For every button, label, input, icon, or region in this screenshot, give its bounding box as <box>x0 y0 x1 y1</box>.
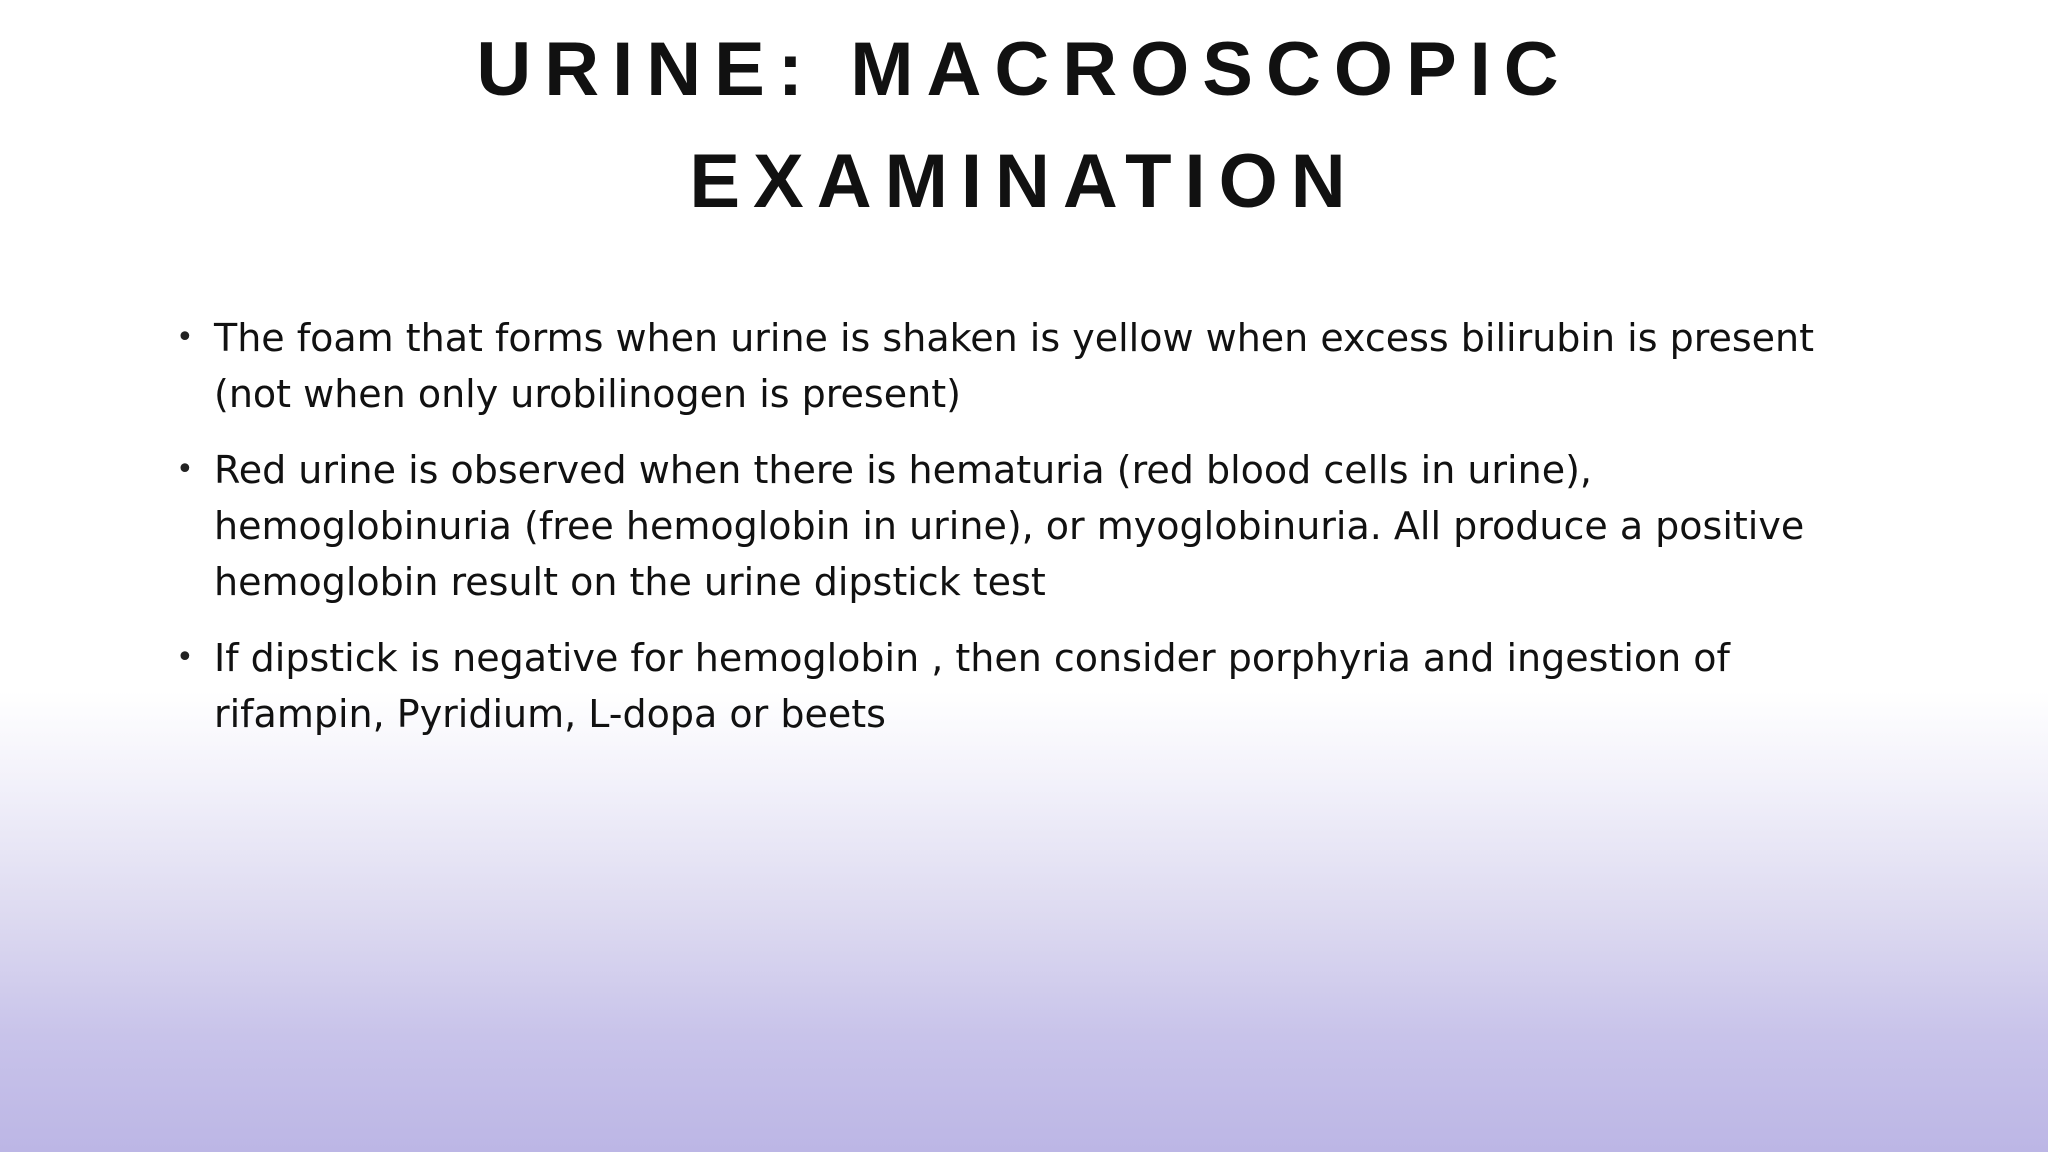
bullet-dot-icon: • <box>176 640 194 675</box>
title-line-2: EXAMINATION <box>689 139 1359 224</box>
bullet-item <box>176 310 1876 422</box>
bullet-text: Red urine is observed when there is hematuria (red blood cells in urine), hemoglobinuria (free hemoglobin in urine), or myoglobinuria. All produce a positive hemoglobin result on the urine dipstick test <box>214 448 1805 604</box>
bullet-list <box>176 310 1876 762</box>
bullet-text: If dipstick is negative for hemoglobin , then consider porphyria and ingestion of rifampin, Pyridium, L-dopa or beets <box>214 636 1730 736</box>
bullet-item <box>176 630 1876 742</box>
slide-title <box>0 14 2048 238</box>
bullet-item <box>176 442 1876 610</box>
bullet-dot-icon: • <box>176 320 194 355</box>
bullet-dot-icon: • <box>176 452 194 487</box>
bullet-text: The foam that forms when urine is shaken is yellow when excess bilirubin is present (not when only urobilinogen is present) <box>214 316 1815 416</box>
title-line-1: URINE: MACROSCOPIC <box>476 27 1572 112</box>
